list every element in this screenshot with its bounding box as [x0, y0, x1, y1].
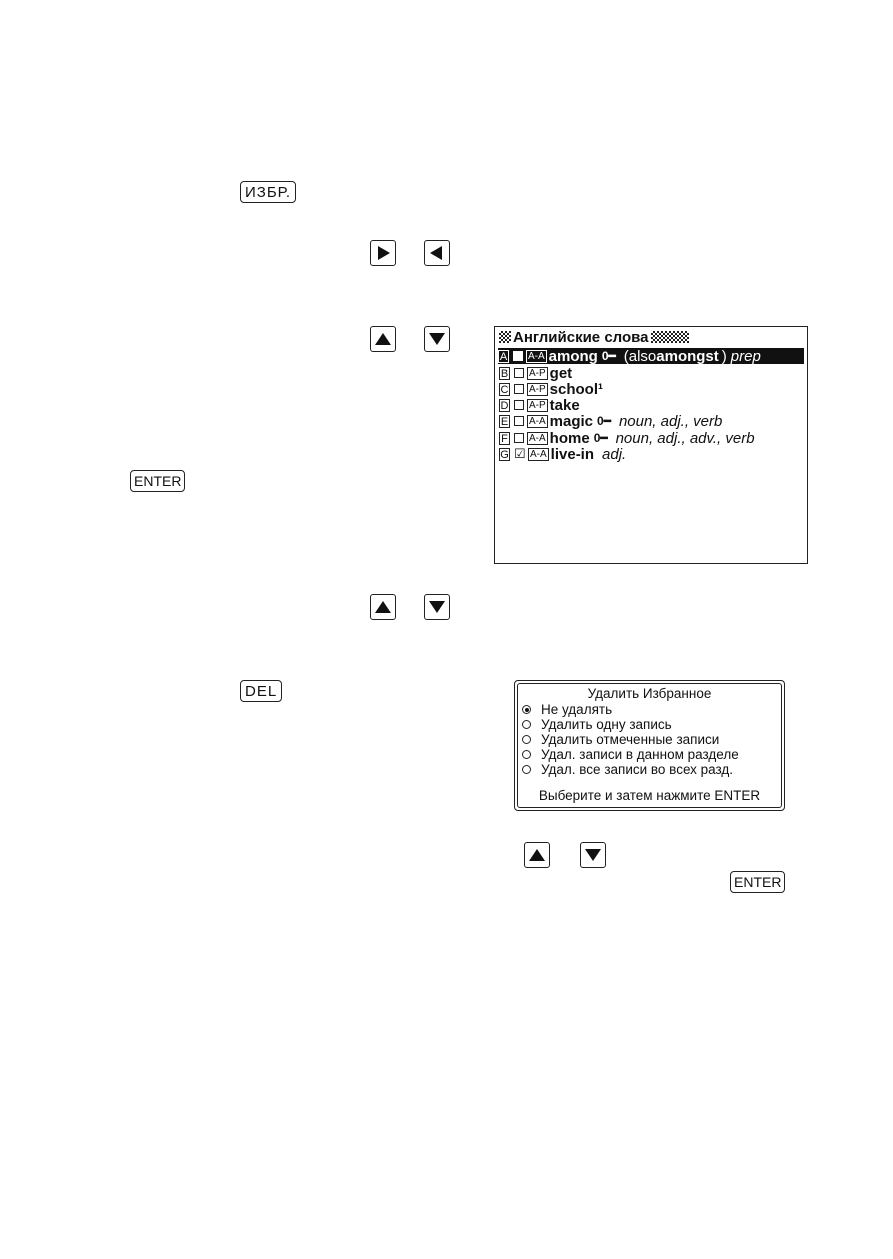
radio-icon[interactable]: [522, 735, 531, 744]
del-key: DEL: [240, 680, 282, 702]
dialog-footer: Выберите и затем нажмите ENTER: [538, 788, 761, 803]
item-tag: A-P: [529, 367, 546, 379]
item-letter: F: [499, 432, 510, 445]
item-word: home: [549, 429, 590, 447]
key-icon: 0━: [593, 431, 608, 445]
item-letter: D: [500, 399, 509, 412]
radio-icon[interactable]: [522, 720, 531, 729]
item-pos: prep: [730, 347, 761, 365]
checkbox-icon[interactable]: [514, 416, 524, 426]
option-label: Удалить отмеченные записи: [541, 732, 720, 747]
list-item[interactable]: [499, 430, 755, 446]
radio-option[interactable]: [522, 762, 733, 777]
checkbox-icon[interactable]: [514, 433, 524, 443]
list-item[interactable]: [499, 381, 603, 397]
screen-title: [499, 329, 689, 345]
item-tag: A-A: [529, 432, 546, 444]
item-tag: A-A: [530, 448, 547, 460]
list-item[interactable]: [498, 348, 804, 364]
radio-option[interactable]: [522, 732, 719, 747]
delete-favorites-dialog: [514, 680, 785, 811]
option-label: Удал. записи в данном разделе: [541, 747, 739, 762]
screen-title-text: Английские слова: [513, 328, 649, 346]
option-label: Не удалять: [541, 702, 613, 717]
triangle-down-icon: [424, 326, 450, 352]
radio-option[interactable]: [522, 702, 612, 717]
item-word: magic: [549, 412, 594, 430]
item-word: school¹: [549, 380, 604, 398]
radio-icon[interactable]: [522, 750, 531, 759]
enter-key: ENTER: [730, 871, 785, 893]
radio-option[interactable]: [522, 747, 739, 762]
radio-selected-icon[interactable]: [522, 705, 531, 714]
item-extra-word: amongst: [656, 347, 719, 365]
list-item[interactable]: [499, 413, 722, 429]
enter-key: ENTER: [130, 470, 185, 492]
checkbox-icon[interactable]: [513, 351, 523, 361]
checkbox-icon[interactable]: [514, 384, 524, 394]
favorites-key: ИЗБР.: [240, 181, 296, 203]
checker-pattern: [499, 331, 511, 343]
item-letter: B: [500, 367, 509, 380]
item-pos: noun, adj., adv., verb: [615, 429, 755, 447]
triangle-up-icon: [524, 842, 550, 868]
radio-icon[interactable]: [522, 765, 531, 774]
item-extra: (also: [623, 347, 657, 365]
triangle-down-icon: [580, 842, 606, 868]
triangle-down-icon: [424, 594, 450, 620]
item-tag: A-P: [529, 383, 546, 395]
checkbox-icon[interactable]: [514, 400, 524, 410]
triangle-right-icon: [370, 240, 396, 266]
item-tag: A-P: [529, 399, 546, 411]
item-extra: ): [721, 347, 727, 365]
item-word: live-in: [550, 445, 595, 463]
favorites-list-screen: [494, 326, 808, 564]
checker-pattern: [651, 331, 689, 343]
key-icon: 0━: [601, 349, 616, 363]
triangle-left-icon: [424, 240, 450, 266]
triangle-up-icon: [370, 594, 396, 620]
dialog-title: Удалить Избранное: [587, 686, 712, 701]
item-pos: adj.: [602, 445, 627, 463]
item-pos: noun, adj., verb: [618, 412, 723, 430]
option-label: Удалить одну запись: [541, 717, 672, 732]
item-letter: E: [500, 415, 509, 428]
checkbox-icon[interactable]: [514, 368, 524, 378]
item-letter: A: [499, 350, 508, 363]
item-letter: G: [500, 448, 509, 461]
list-item[interactable]: [499, 397, 580, 413]
radio-option[interactable]: [522, 717, 672, 732]
item-tag: A-A: [528, 350, 545, 362]
list-item[interactable]: [499, 446, 626, 462]
item-word: among: [548, 347, 598, 365]
item-tag: A-A: [529, 415, 546, 427]
key-icon: 0━: [597, 414, 611, 428]
list-item[interactable]: [499, 365, 572, 381]
item-letter: C: [500, 383, 509, 396]
item-word: get: [549, 364, 573, 382]
option-label: Удал. все записи во всех разд.: [541, 762, 734, 777]
triangle-up-icon: [370, 326, 396, 352]
item-word: take: [549, 396, 580, 414]
checkbox-checked-icon[interactable]: ☑: [514, 446, 526, 461]
